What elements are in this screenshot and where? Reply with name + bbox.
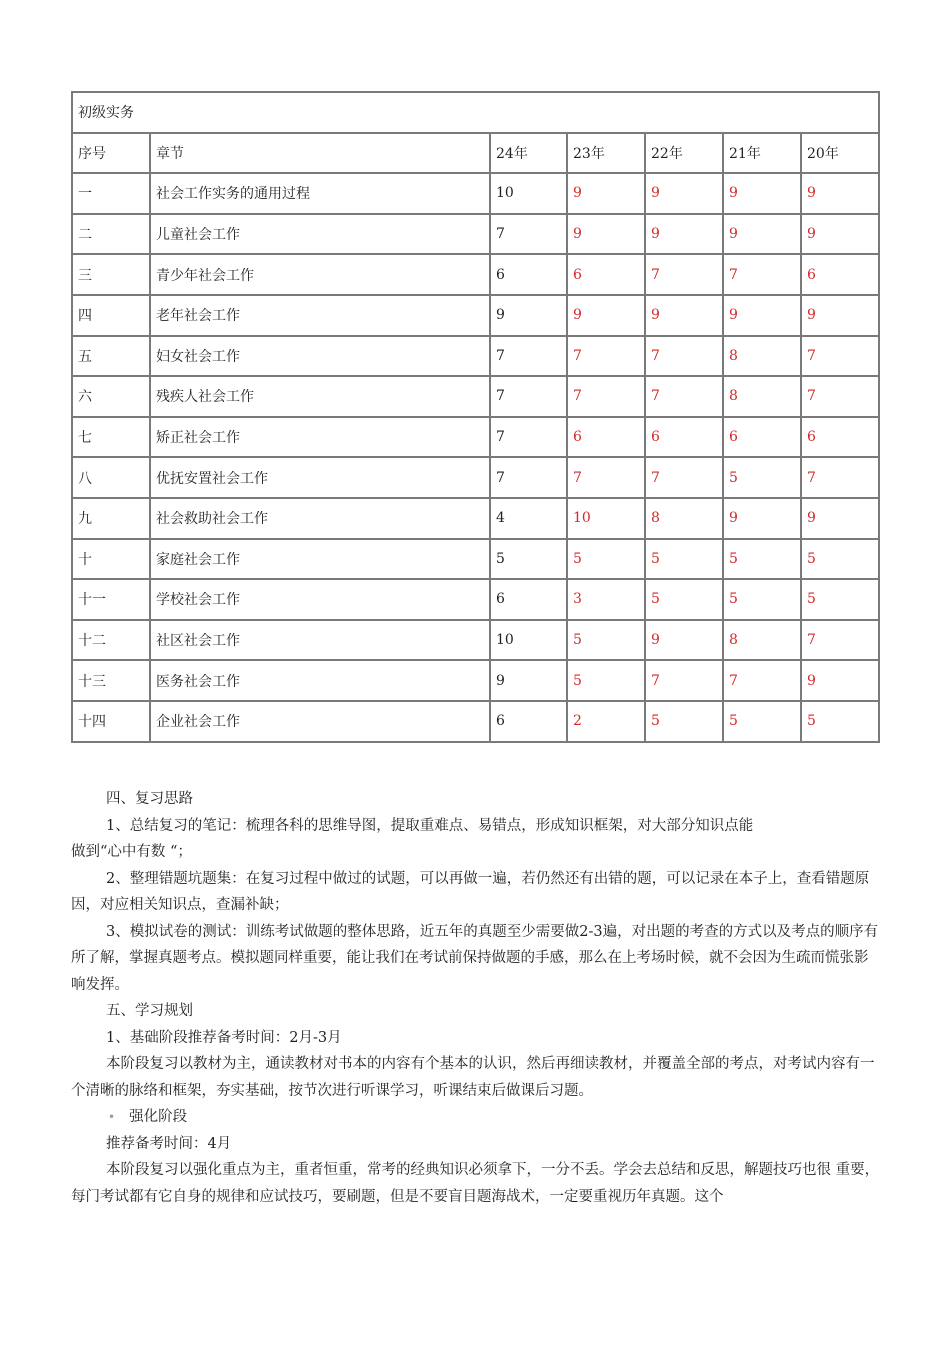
paragraph-1-line-1: 1、总结复习的笔记：梳理各科的思维导图，提取重难点、易错点，形成知识框架，对大部分知识点能 [106, 817, 754, 834]
cell-no: 十 [72, 539, 150, 580]
cell-no: 七 [72, 417, 150, 458]
cell-y22: 7 [645, 660, 723, 701]
cell-y20: 7 [801, 457, 879, 498]
paragraph-2: 2、整理错题坑题集：在复习过程中做过的试题，可以再做一遍，若仍然还有出错的题，可以记录在本子上，查看错题原因，对应相关知识点，查漏补缺； [71, 870, 870, 913]
cell-y23: 5 [567, 660, 645, 701]
cell-no: 五 [72, 336, 150, 377]
cell-no: 六 [72, 376, 150, 417]
section-5-heading: 五、学习规划 [106, 1003, 193, 1019]
exam-score-table [71, 91, 880, 743]
table-row [72, 579, 879, 620]
table-row [72, 376, 879, 417]
cell-y20: 7 [801, 376, 879, 417]
cell-y23: 9 [567, 295, 645, 336]
cell-y24: 7 [490, 214, 567, 255]
header-no: 序号 [72, 133, 150, 174]
cell-chapter: 青少年社会工作 [150, 254, 490, 295]
cell-y22: 9 [645, 620, 723, 661]
cell-y24: 4 [490, 498, 567, 539]
strengthen-stage-description: 本阶段复习以强化重点为主，重者恒重，常考的经典知识必须拿下，一分不丢。学会去总结和反思，解题技巧也很 重要，每门考试都有它自身的规律和应试技巧，要刷题，但是不要盲目题海战术，一定要重视历年真题。这个 [71, 1162, 880, 1205]
cell-y21: 7 [723, 254, 801, 295]
cell-y21: 8 [723, 376, 801, 417]
cell-no: 八 [72, 457, 150, 498]
cell-y24: 6 [490, 701, 567, 742]
cell-y24: 9 [490, 295, 567, 336]
cell-y22: 5 [645, 701, 723, 742]
cell-y21: 9 [723, 498, 801, 539]
cell-chapter: 优抚安置社会工作 [150, 457, 490, 498]
cell-y23: 5 [567, 620, 645, 661]
cell-y24: 7 [490, 457, 567, 498]
cell-chapter: 儿童社会工作 [150, 214, 490, 255]
cell-y24: 7 [490, 336, 567, 377]
cell-y24: 9 [490, 660, 567, 701]
cell-y23: 2 [567, 701, 645, 742]
cell-y21: 5 [723, 701, 801, 742]
cell-no: 十一 [72, 579, 150, 620]
table-row [72, 660, 879, 701]
cell-y23: 9 [567, 214, 645, 255]
table-header-row [72, 133, 879, 174]
cell-no: 二 [72, 214, 150, 255]
document-body [71, 786, 881, 1210]
cell-no: 三 [72, 254, 150, 295]
cell-y22: 9 [645, 214, 723, 255]
table-row [72, 620, 879, 661]
header-y22: 22年 [645, 133, 723, 174]
cell-y23: 5 [567, 539, 645, 580]
cell-chapter: 残疾人社会工作 [150, 376, 490, 417]
table-title: 初级实务 [72, 92, 879, 133]
cell-y24: 7 [490, 376, 567, 417]
table-row [72, 336, 879, 377]
cell-chapter: 矫正社会工作 [150, 417, 490, 458]
cell-y22: 7 [645, 254, 723, 295]
cell-y21: 8 [723, 620, 801, 661]
cell-y23: 7 [567, 336, 645, 377]
cell-y22: 7 [645, 336, 723, 377]
table-row [72, 417, 879, 458]
cell-y23: 7 [567, 457, 645, 498]
cell-y24: 5 [490, 539, 567, 580]
header-y20: 20年 [801, 133, 879, 174]
table-title-row [72, 92, 879, 133]
cell-y20: 7 [801, 620, 879, 661]
table-row [72, 498, 879, 539]
cell-y20: 9 [801, 660, 879, 701]
table-row [72, 173, 879, 214]
strengthen-stage-time: 推荐备考时间：4月 [106, 1135, 232, 1152]
table-row [72, 214, 879, 255]
cell-chapter: 妇女社会工作 [150, 336, 490, 377]
cell-y22: 5 [645, 539, 723, 580]
strengthen-stage-heading [71, 1104, 881, 1131]
cell-y20: 5 [801, 701, 879, 742]
cell-y22: 9 [645, 173, 723, 214]
cell-y23: 6 [567, 254, 645, 295]
cell-y22: 6 [645, 417, 723, 458]
cell-chapter: 社会工作实务的通用过程 [150, 173, 490, 214]
cell-y21: 7 [723, 660, 801, 701]
cell-no: 九 [72, 498, 150, 539]
cell-y20: 9 [801, 173, 879, 214]
section-4-heading: 四、复习思路 [106, 791, 193, 807]
cell-y20: 6 [801, 417, 879, 458]
cell-chapter: 企业社会工作 [150, 701, 490, 742]
cell-chapter: 社区社会工作 [150, 620, 490, 661]
cell-y21: 5 [723, 457, 801, 498]
cell-y24: 6 [490, 579, 567, 620]
cell-chapter: 学校社会工作 [150, 579, 490, 620]
cell-y21: 9 [723, 173, 801, 214]
cell-y21: 5 [723, 539, 801, 580]
cell-y20: 6 [801, 254, 879, 295]
cell-no: 十三 [72, 660, 150, 701]
cell-no: 四 [72, 295, 150, 336]
cell-y23: 7 [567, 376, 645, 417]
cell-y20: 9 [801, 214, 879, 255]
cell-no: 十二 [72, 620, 150, 661]
table-row [72, 295, 879, 336]
cell-no: 十四 [72, 701, 150, 742]
cell-chapter: 社会救助社会工作 [150, 498, 490, 539]
cell-y23: 3 [567, 579, 645, 620]
cell-y20: 5 [801, 579, 879, 620]
cell-y24: 6 [490, 254, 567, 295]
cell-y24: 10 [490, 173, 567, 214]
cell-chapter: 家庭社会工作 [150, 539, 490, 580]
cell-y22: 8 [645, 498, 723, 539]
cell-y21: 5 [723, 579, 801, 620]
basic-stage-time: 1、基础阶段推荐备考时间：2月-3月 [106, 1029, 342, 1046]
bullet-icon: • [108, 1110, 116, 1124]
header-y24: 24年 [490, 133, 567, 174]
cell-y20: 5 [801, 539, 879, 580]
header-chapter: 章节 [150, 133, 490, 174]
header-y21: 21年 [723, 133, 801, 174]
strengthen-heading-text: 强化阶段 [129, 1109, 188, 1125]
table-row [72, 701, 879, 742]
cell-y20: 9 [801, 498, 879, 539]
cell-y24: 7 [490, 417, 567, 458]
table-row [72, 539, 879, 580]
cell-y22: 9 [645, 295, 723, 336]
cell-chapter: 医务社会工作 [150, 660, 490, 701]
cell-y24: 10 [490, 620, 567, 661]
cell-chapter: 老年社会工作 [150, 295, 490, 336]
header-y23: 23年 [567, 133, 645, 174]
cell-y21: 6 [723, 417, 801, 458]
cell-y23: 6 [567, 417, 645, 458]
cell-y20: 9 [801, 295, 879, 336]
cell-y21: 9 [723, 295, 801, 336]
basic-stage-description: 本阶段复习以教材为主，通读教材对书本的内容有个基本的认识，然后再细读教材，并覆盖全部的考点，对考试内容有一个清晰的脉络和框架，夯实基础，按节次进行听课学习，听课结束后做课后习题。 [71, 1056, 875, 1099]
cell-y23: 10 [567, 498, 645, 539]
table-row [72, 457, 879, 498]
paragraph-1-line-2: 做到“心中有数 “； [71, 844, 192, 860]
cell-y23: 9 [567, 173, 645, 214]
cell-no: 一 [72, 173, 150, 214]
cell-y22: 7 [645, 376, 723, 417]
cell-y22: 5 [645, 579, 723, 620]
cell-y21: 9 [723, 214, 801, 255]
cell-y20: 7 [801, 336, 879, 377]
cell-y22: 7 [645, 457, 723, 498]
cell-y21: 8 [723, 336, 801, 377]
table-row [72, 254, 879, 295]
paragraph-3: 3、模拟试卷的测试：训练考试做题的整体思路，近五年的真题至少需要做2-3遍，对出题的考查的方式以及考点的顺序有所了解，掌握真题考点。模拟题同样重要，能让我们在考试前保持做题的手感，那么在上考场时候，就不会因为生疏而慌张影响发挥。 [71, 923, 879, 993]
